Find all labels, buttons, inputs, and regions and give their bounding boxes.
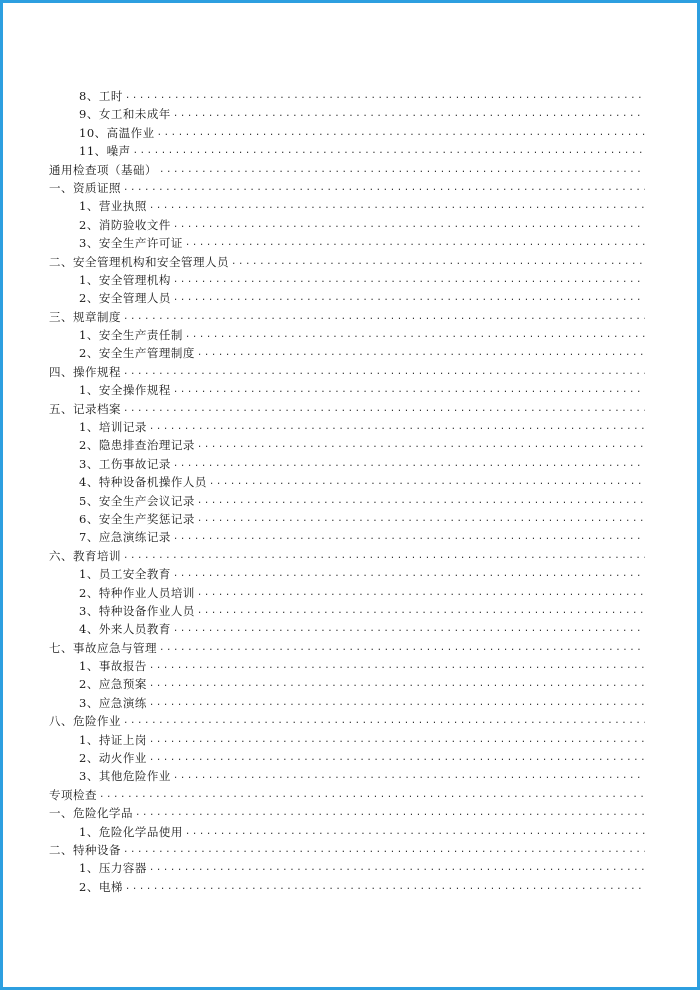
toc-leader-dots <box>123 400 645 418</box>
toc-entry-label: 1、事故报告 <box>79 659 147 674</box>
toc-section-entry[interactable] <box>49 363 645 381</box>
toc-leader-dots <box>149 675 645 693</box>
toc-leader-dots <box>123 308 645 326</box>
toc-entry-label: 2、动火作业 <box>79 751 147 766</box>
toc-section-entry[interactable] <box>49 253 645 271</box>
toc-entry-label: 11、噪声 <box>79 144 131 159</box>
toc-section-entry[interactable] <box>49 639 645 657</box>
toc-entry-label: 3、其他危险作业 <box>79 769 171 784</box>
toc-section-entry[interactable] <box>49 161 645 179</box>
toc-section-entry[interactable] <box>49 786 645 804</box>
toc-entry-label: 4、特种设备机操作人员 <box>79 475 207 490</box>
toc-leader-dots <box>197 492 645 510</box>
toc-leader-dots <box>149 749 645 767</box>
toc-entry-label: 2、隐患排查治理记录 <box>79 438 195 453</box>
toc-leader-dots <box>173 271 645 289</box>
toc-item-entry[interactable] <box>49 234 645 252</box>
toc-entry-label: 6、安全生产奖惩记录 <box>79 511 195 526</box>
toc-entry-label: 通用检查项（基础） <box>49 162 157 177</box>
toc-entry-label: 八、危险作业 <box>49 714 121 729</box>
toc-entry-label: 5、安全生产会议记录 <box>79 493 195 508</box>
toc-section-entry[interactable] <box>49 712 645 730</box>
toc-section-entry[interactable] <box>49 308 645 326</box>
toc-entry-label: 专项检查 <box>49 787 97 802</box>
toc-entry-label: 3、工伤事故记录 <box>79 456 171 471</box>
toc-section-entry[interactable] <box>49 841 645 859</box>
toc-item-entry[interactable] <box>49 326 645 344</box>
toc-item-entry[interactable] <box>49 87 645 105</box>
toc-leader-dots <box>197 602 645 620</box>
toc-entry-label: 8、工时 <box>79 88 123 103</box>
toc-leader-dots <box>173 289 645 307</box>
toc-entry-label: 2、安全管理人员 <box>79 291 171 306</box>
toc-item-entry[interactable] <box>49 584 645 602</box>
toc-item-entry[interactable] <box>49 565 645 583</box>
toc-leader-dots <box>123 712 645 730</box>
toc-entry-label: 1、压力容器 <box>79 861 147 876</box>
toc-entry-label: 7、应急演练记录 <box>79 530 171 545</box>
toc-item-entry[interactable] <box>49 620 645 638</box>
toc-leader-dots <box>159 161 645 179</box>
toc-entry-label: 2、安全生产管理制度 <box>79 346 195 361</box>
toc-item-entry[interactable] <box>49 344 645 362</box>
toc-item-entry[interactable] <box>49 731 645 749</box>
toc-leader-dots <box>173 528 645 546</box>
toc-item-entry[interactable] <box>49 694 645 712</box>
toc-entry-label: 六、教育培训 <box>49 548 121 563</box>
toc-item-entry[interactable] <box>49 749 645 767</box>
toc-entry-label: 2、电梯 <box>79 879 123 894</box>
toc-leader-dots <box>159 639 645 657</box>
toc-item-entry[interactable] <box>49 124 645 142</box>
toc-entry-label: 2、应急预案 <box>79 677 147 692</box>
toc-leader-dots <box>197 584 645 602</box>
toc-entry-label: 一、资质证照 <box>49 180 121 195</box>
toc-leader-dots <box>197 436 645 454</box>
toc-item-entry[interactable] <box>49 492 645 510</box>
toc-entry-label: 3、应急演练 <box>79 695 147 710</box>
toc-entry-label: 2、消防验收文件 <box>79 217 171 232</box>
toc-leader-dots <box>157 124 645 142</box>
toc-item-entry[interactable] <box>49 271 645 289</box>
toc-section-entry[interactable] <box>49 804 645 822</box>
toc-leader-dots <box>173 620 645 638</box>
table-of-contents <box>49 87 645 896</box>
toc-item-entry[interactable] <box>49 510 645 528</box>
toc-leader-dots <box>135 804 645 822</box>
toc-entry-label: 1、营业执照 <box>79 199 147 214</box>
toc-entry-label: 一、危险化学品 <box>49 806 133 821</box>
toc-item-entry[interactable] <box>49 767 645 785</box>
toc-leader-dots <box>231 253 645 271</box>
toc-leader-dots <box>123 841 645 859</box>
toc-section-entry[interactable] <box>49 547 645 565</box>
toc-leader-dots <box>209 473 645 491</box>
toc-item-entry[interactable] <box>49 436 645 454</box>
toc-section-entry[interactable] <box>49 179 645 197</box>
toc-leader-dots <box>173 105 645 123</box>
toc-entry-label: 1、危险化学品使用 <box>79 824 183 839</box>
toc-leader-dots <box>125 878 645 896</box>
toc-entry-label: 1、持证上岗 <box>79 732 147 747</box>
toc-item-entry[interactable] <box>49 657 645 675</box>
toc-entry-label: 三、规章制度 <box>49 309 121 324</box>
toc-entry-label: 1、员工安全教育 <box>79 567 171 582</box>
toc-entry-label: 1、安全生产责任制 <box>79 328 183 343</box>
toc-leader-dots <box>149 197 645 215</box>
toc-leader-dots <box>173 381 645 399</box>
toc-entry-label: 1、安全管理机构 <box>79 272 171 287</box>
toc-leader-dots <box>133 142 645 160</box>
toc-leader-dots <box>185 823 645 841</box>
toc-leader-dots <box>185 326 645 344</box>
toc-item-entry[interactable] <box>49 197 645 215</box>
toc-entry-label: 七、事故应急与管理 <box>49 640 157 655</box>
toc-leader-dots <box>149 418 645 436</box>
toc-entry-label: 五、记录档案 <box>49 401 121 416</box>
toc-entry-label: 10、高温作业 <box>79 125 155 140</box>
toc-item-entry[interactable] <box>49 455 645 473</box>
toc-entry-label: 二、特种设备 <box>49 843 121 857</box>
toc-item-entry[interactable] <box>49 528 645 546</box>
toc-leader-dots <box>197 510 645 528</box>
toc-entry-label: 二、安全管理机构和安全管理人员 <box>49 254 229 269</box>
toc-leader-dots <box>99 786 645 804</box>
toc-item-entry[interactable] <box>49 381 645 399</box>
toc-leader-dots <box>173 455 645 473</box>
toc-section-entry[interactable] <box>49 400 645 418</box>
toc-item-entry[interactable] <box>49 473 645 491</box>
toc-item-entry[interactable] <box>49 142 645 160</box>
toc-item-entry[interactable] <box>49 289 645 307</box>
toc-leader-dots <box>173 565 645 583</box>
toc-leader-dots <box>125 87 645 105</box>
toc-entry-label: 1、安全操作规程 <box>79 383 171 398</box>
toc-item-entry[interactable] <box>49 859 645 877</box>
toc-leader-dots <box>149 694 645 712</box>
toc-leader-dots <box>123 547 645 565</box>
toc-entry-label: 3、安全生产许可证 <box>79 236 183 251</box>
toc-item-entry[interactable] <box>49 216 645 234</box>
toc-leader-dots <box>185 234 645 252</box>
toc-item-entry[interactable] <box>49 602 645 620</box>
toc-item-entry[interactable] <box>49 418 645 436</box>
toc-leader-dots <box>123 179 645 197</box>
toc-leader-dots <box>149 731 645 749</box>
toc-leader-dots <box>123 363 645 381</box>
toc-item-entry[interactable] <box>49 823 645 841</box>
toc-entry-label: 四、操作规程 <box>49 364 121 379</box>
toc-leader-dots <box>173 216 645 234</box>
toc-entry-label: 3、特种设备作业人员 <box>79 603 195 618</box>
toc-entry-label: 4、外来人员教育 <box>79 622 171 637</box>
toc-leader-dots <box>149 859 645 877</box>
toc-entry-label: 2、特种作业人员培训 <box>79 585 195 600</box>
toc-item-entry[interactable] <box>49 105 645 123</box>
toc-entry-label: 1、培训记录 <box>79 420 147 435</box>
toc-leader-dots <box>197 344 645 362</box>
toc-leader-dots <box>173 767 645 785</box>
toc-item-entry[interactable] <box>49 878 645 896</box>
toc-item-entry[interactable] <box>49 676 645 694</box>
toc-entry-label: 9、女工和未成年 <box>79 107 171 122</box>
toc-leader-dots <box>149 657 645 675</box>
